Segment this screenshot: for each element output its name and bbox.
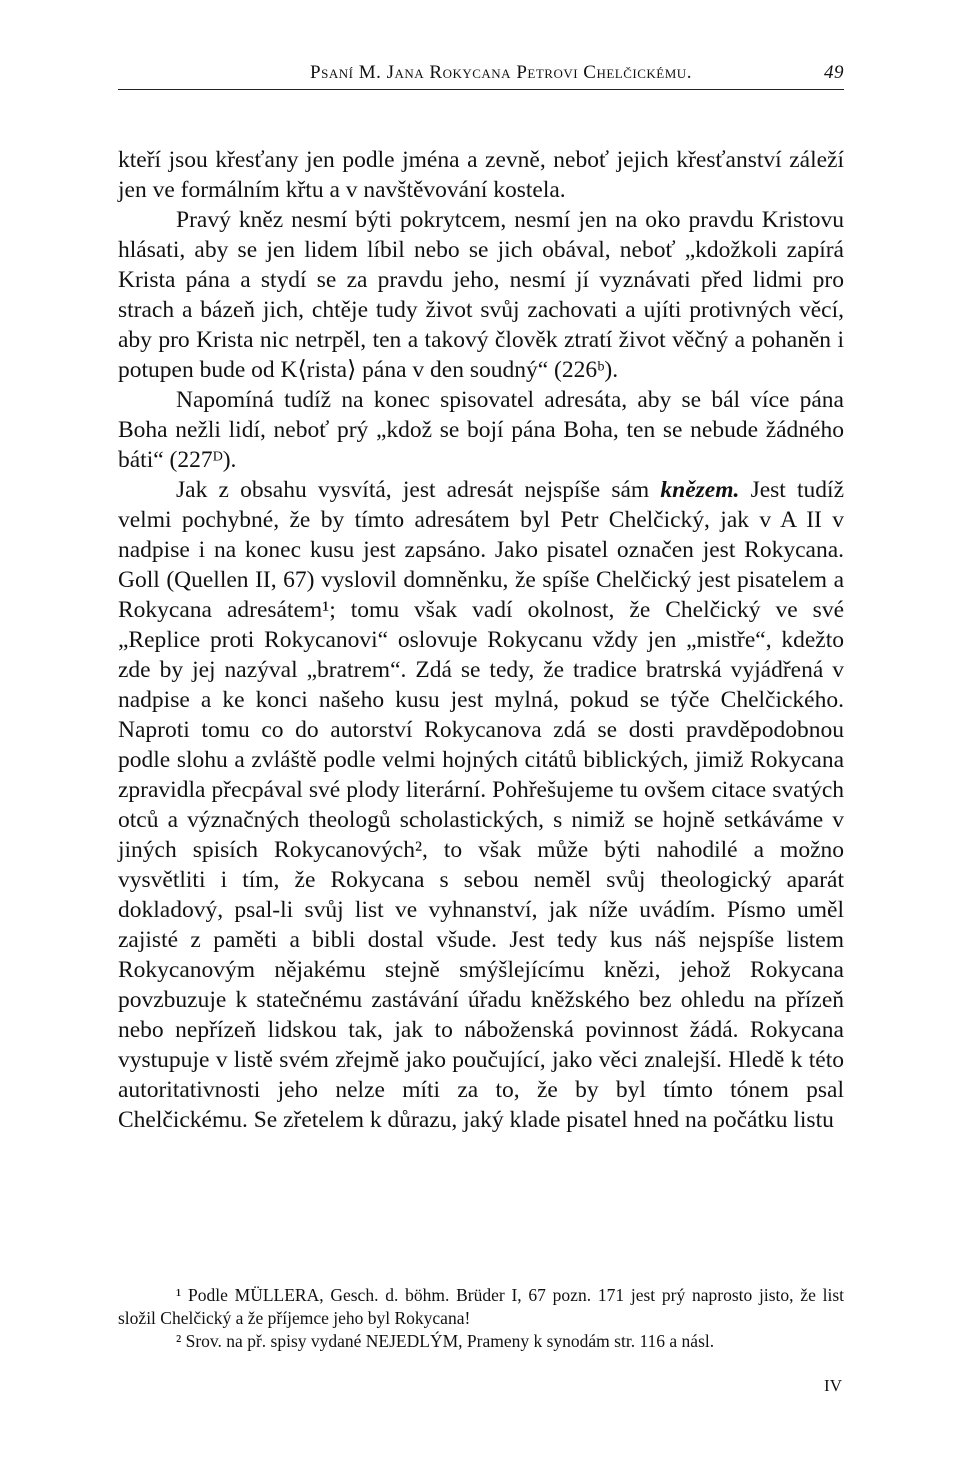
paragraph: [118, 475, 844, 1135]
paragraph-lead: Jak z obsahu vysvítá, jest adresát nejspíše sám: [176, 477, 650, 503]
footnotes: [118, 1284, 844, 1353]
paragraph: Napomíná tudíž na konec spisovatel adresáta, aby se bál více pána Boha nežli lidí, neboť prý „kdož se bojí pána Boha, ten se nebude žádného báti“ (227ᴰ).: [118, 387, 844, 473]
running-header: [118, 62, 844, 90]
paragraph-continued: kteří jsou křesťany jen podle jména a zevně, neboť jejich křesťanství záleží jen ve formálním křtu a v navštěvování kostela.: [118, 147, 844, 203]
footnote-2: ² Srov. na př. spisy vydané NEJEDLÝM, Prameny k synodám str. 116 a násl.: [176, 1331, 715, 1351]
footnote-1: ¹ Podle MÜLLERA, Gesch. d. böhm. Brüder I, 67 pozn. 171 jest prý naprosto jisto, že list složil Chelčický a že příjemce jeho byl Rokycana!: [118, 1285, 844, 1328]
body-text: [118, 145, 844, 1135]
page: [118, 62, 844, 1135]
paragraph-rest: Jest tudíž velmi pochybné, že by tímto adresátem byl Petr Chelčický, jak v A II v nadpise i na konec kusu jest zapsáno. Jako pisatel označen jest Rokycana. Goll (Quellen II, 67) vyslovil domněnku, že spíše Chelčický jest pisatelem a Rokycana adresátem¹; tomu však vadí okolnost, že Chelčický ve své „Replice proti Rokycanovi“ oslovuje Rokycanu vždy jen „mistře“, kdežto zde by jej nazýval „bratrem“. Zdá se tedy, že tradice bratrská vyjádřená v nadpise a ke konci našeho kusu jest mylná, pokud se týče Chelčického. Naproti tomu co do autorství Rokycanova zdá se dosti pravděpodobnou podle slohu a zvláště podle velmi hojných citátů biblických, jimiž Rokycana zpravidla přecpával své plody literární. Pohřešujeme tu ovšem citace svatých otců a význačných theologů scholastických, s nimiž se hojně setkáváme v jiných spisích Rokycanových², to však může býti nahodilé a možno vysvětliti i tím, že Rokycana s sebou neměl svůj theologický aparát dokladový, psal-li svůj list ve vyhnanství, jak níže uvádím. Písmo uměl zajisté z paměti a bibli dostal všude. Jest tedy kus náš nejspíše listem Rokycanovým nějakému stejně smýšlejícímu knězi, jehož Rokycana povzbuzuje k statečnému zastávání úřadu kněžského bez ohledu na přízeň nebo nepřízeň lidskou tak, jak to náboženská povinnost žádá. Rokycana vystupuje v listě svém zřejmě jako poučující, jako věci znalejší. Hledě k této autoritativnosti jeho nelze míti za to, že by byl tímto tónem psal Chelčickému. Se zřetelem k důrazu, jaký klade pisatel hned na počátku listu: [118, 477, 845, 1133]
signature-mark: IV: [824, 1376, 842, 1395]
page-number: 49: [824, 62, 844, 83]
paragraph: Pravý kněz nesmí býti pokrytcem, nesmí jen na oko pravdu Kristovu hlásati, aby se jen lidem líbil nebo se jich obával, neboť „kdožkoli zapírá Krista pána a stydí se za pravdu jeho, nesmí jí vyznávati před lidmi pro strach a bázeň jich, chtěje tudy život svůj zachovati a ujíti protivných věcí, aby pro Krista nic netrpěl, ten a takový člověk ztratí život věčný a pohaněn i potupen bude od K⟨rista⟩ pána v den soudný“ (226ᵇ).: [118, 207, 844, 383]
emphasized-word: knězem.: [660, 477, 740, 503]
header-title: Psaní M. Jana Rokycana Petrovi Chelčickému.: [310, 62, 692, 83]
